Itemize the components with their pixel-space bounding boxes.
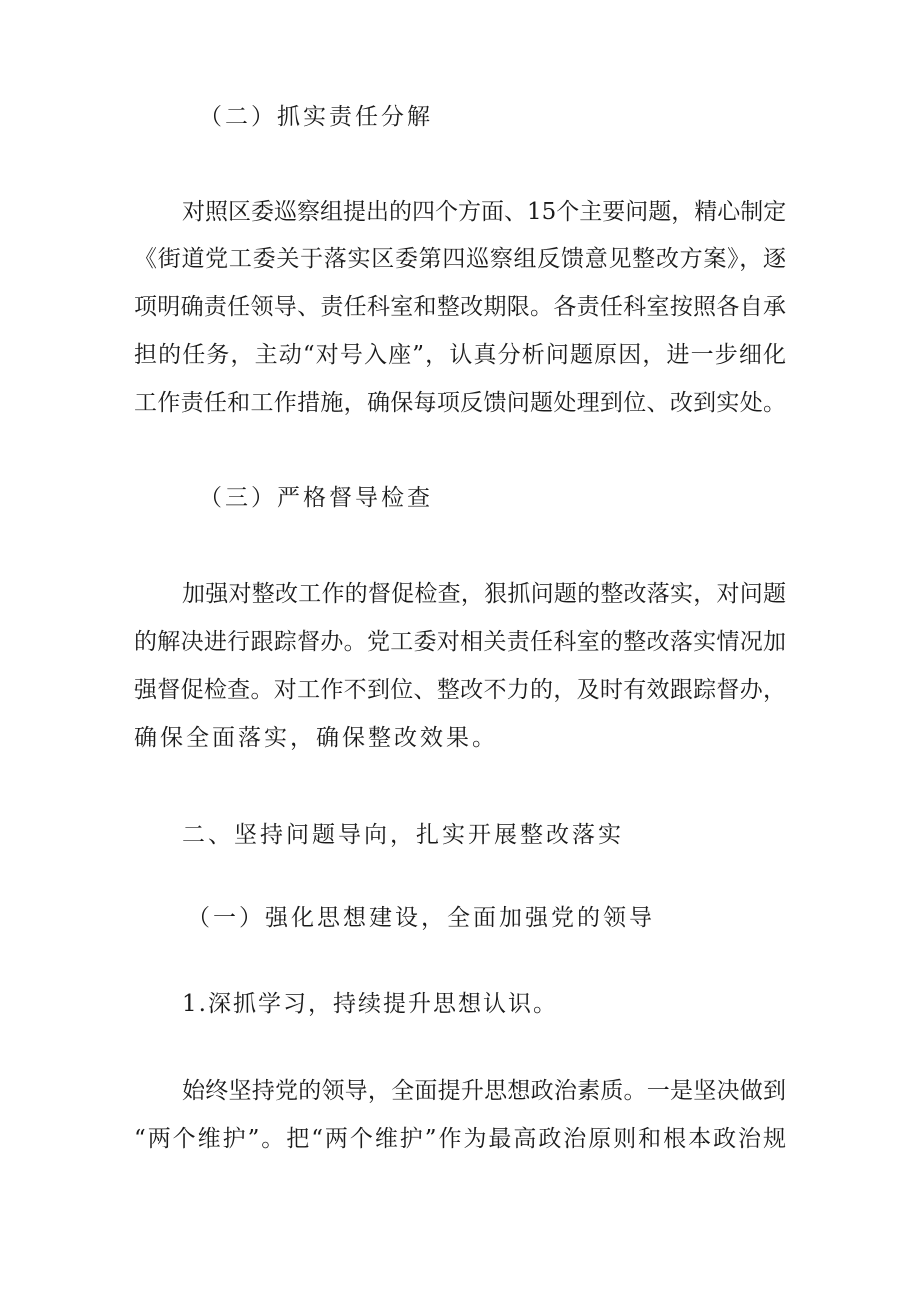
paragraph-line: 始终坚持党的领导，全面提升思想政治素质。一是坚决做到	[182, 1078, 786, 1104]
paragraph-line: 《街道党工委关于落实区委第四巡察组反馈意见整改方案》，逐	[134, 246, 786, 272]
paragraph-line: 确保全面落实，确保整改效果。	[134, 725, 498, 751]
heading-section-3: （三）严格督导检查	[199, 485, 433, 511]
paragraph-line: 强督促检查。对工作不到位、整改不力的，及时有效跟踪督办，	[134, 677, 786, 703]
paragraph-line: 的解决进行跟踪督办。党工委对相关责任科室的整改落实情况加	[134, 629, 786, 655]
paragraph-line: 担的任务，主动“对号入座”，认真分析问题原因，进一步细化	[134, 342, 786, 368]
item-heading: 1.深抓学习，持续提升思想认识。	[182, 991, 558, 1017]
paragraph-line: 项明确责任领导、责任科室和整改期限。各责任科室按照各自承	[134, 294, 786, 320]
paragraph-line: “两个维护”。把“两个维护”作为最高政治原则和根本政治规	[134, 1126, 786, 1152]
heading-section-2: （二）抓实责任分解	[199, 104, 433, 130]
paragraph-line: 加强对整改工作的督促检查，狠抓问题的整改落实，对问题	[182, 581, 786, 607]
subsection-heading: （一）强化思想建设，全面加强党的领导	[187, 905, 655, 931]
paragraph-line: 工作责任和工作措施，确保每项反馈问题处理到位、改到实处。	[134, 390, 786, 416]
section-heading: 二、坚持问题导向，扎实开展整改落实	[182, 822, 624, 848]
paragraph-line: 对照区委巡察组提出的四个方面、15个主要问题，精心制定	[182, 199, 787, 225]
